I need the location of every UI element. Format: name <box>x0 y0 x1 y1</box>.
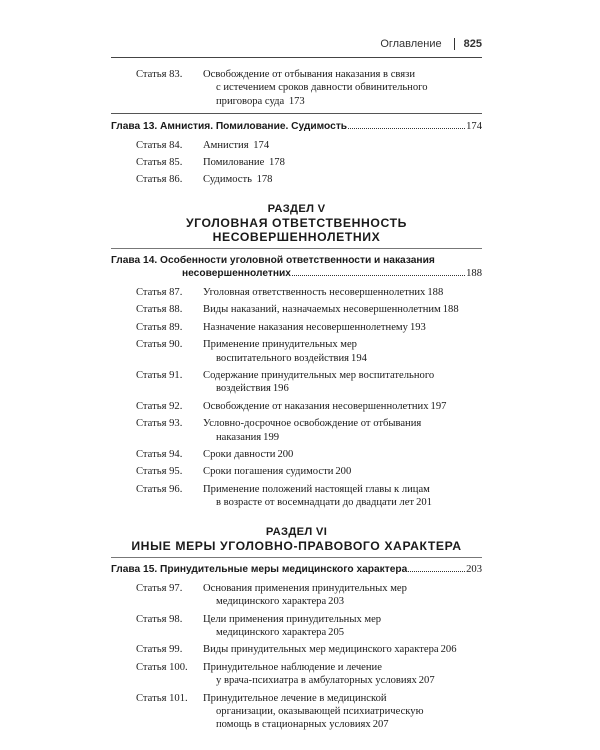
article-number: Статья 99. <box>136 644 183 656</box>
toc-entry[interactable] <box>111 400 482 413</box>
divider <box>111 557 482 558</box>
section-5-heading <box>111 203 482 244</box>
entry-line: Применение положений настоящей главы к лицам <box>203 483 430 495</box>
chapter-page: 174 <box>466 121 482 133</box>
entry-body <box>203 465 482 478</box>
article-number: Статья 93. <box>136 418 183 430</box>
entry-page: 201 <box>416 497 432 509</box>
entry-last-line <box>203 173 482 186</box>
header-title: Оглавление <box>380 38 442 50</box>
divider <box>111 113 482 114</box>
entry-last-line <box>203 465 482 478</box>
entry-page: 194 <box>351 352 367 364</box>
article-number: Статья 89. <box>136 321 183 333</box>
entry-body <box>203 369 482 396</box>
entry-page: 199 <box>263 431 280 443</box>
entry-line: Принудительное наблюдение и лечение <box>203 661 382 673</box>
chapter-page: 203 <box>466 564 482 576</box>
entry-text: медицинского характера <box>216 627 327 638</box>
entry-body <box>203 582 482 609</box>
entry-page: 197 <box>430 400 447 412</box>
entry-page: 178 <box>256 174 273 186</box>
section-5-entries <box>111 286 482 510</box>
toc-entry[interactable] <box>111 338 482 365</box>
toc-entry[interactable] <box>111 643 482 656</box>
entry-page: 207 <box>418 675 435 687</box>
article-number: Статья 88. <box>136 304 183 316</box>
entry-line: с истечением сроков давности обвинительного <box>216 82 428 94</box>
entry-text: наказания <box>216 431 262 443</box>
chapter-13-heading[interactable] <box>111 120 482 133</box>
dot-leader <box>292 275 465 276</box>
entry-page: 193 <box>409 321 426 333</box>
entry-body <box>203 338 482 365</box>
entry-text: Сроки давности <box>203 448 276 460</box>
article-number: Статья 101. <box>136 692 188 704</box>
entry-last-line <box>203 643 482 656</box>
entry-text: у врача-психиатра в амбулаторных условиях <box>216 675 417 687</box>
entry-body <box>203 643 482 656</box>
entry-last-line <box>203 352 482 365</box>
article-number: Статья 95. <box>136 466 183 478</box>
entry-page: 196 <box>272 383 289 395</box>
dot-leader <box>348 128 465 129</box>
entry-line: Содержание принудительных мер воспитательного <box>203 369 435 381</box>
toc-entry[interactable] <box>111 156 482 169</box>
entry-text: Сроки погашения судимости <box>203 466 334 478</box>
section-6-entries <box>111 582 482 732</box>
entry-body <box>203 286 482 299</box>
entry-line: Основания применения принудительных мер <box>203 582 407 594</box>
entry-last-line <box>203 139 482 152</box>
chapter-14-heading[interactable] <box>111 254 482 281</box>
chapter-last-line <box>111 267 482 280</box>
article-number: Статья 100. <box>136 661 188 673</box>
entry-text: помощь в стационарных условиях <box>216 719 371 731</box>
entry-page: 178 <box>268 157 285 169</box>
entry-body <box>203 400 482 413</box>
entry-page: 200 <box>277 448 294 460</box>
entry-body <box>203 692 482 732</box>
entry-body <box>203 661 482 688</box>
chapter-title: Глава 13. Амнистия. Помилование. Судимость <box>111 121 348 133</box>
chapter-15-heading[interactable] <box>111 563 482 576</box>
article-number: Статья 85. <box>136 157 183 169</box>
entry-page: 188 <box>427 286 444 298</box>
entry-last-line <box>203 95 482 108</box>
entry-last-line <box>203 448 482 461</box>
toc-entry[interactable] <box>111 483 482 510</box>
entry-page: 174 <box>253 139 270 151</box>
entry-last-line <box>203 321 482 334</box>
entry-last-line <box>203 626 482 639</box>
toc-entry[interactable] <box>111 417 482 444</box>
entry-last-line <box>203 595 482 608</box>
section-title: УГОЛОВНАЯ ОТВЕТСТВЕННОСТЬ НЕСОВЕРШЕННОЛЕТНИХ <box>185 216 408 244</box>
divider <box>111 248 482 249</box>
entry-text: медицинского характера <box>216 596 327 608</box>
toc-entry[interactable] <box>111 286 482 299</box>
entry-text: Помилование <box>203 157 265 169</box>
article-number: Статья 92. <box>136 400 183 412</box>
entry-page: 173 <box>288 95 305 107</box>
entry-page: 200 <box>335 466 352 478</box>
toc-entry[interactable] <box>111 321 482 334</box>
entry-text: Виды принудительных мер медицинского характера <box>203 644 439 656</box>
entry-text: Освобождение от наказания несовершеннолетних <box>203 400 429 412</box>
entry-line: Цели применения принудительных мер <box>203 613 382 625</box>
entry-page: 203 <box>328 596 345 608</box>
article-number: Статья 90. <box>136 339 183 351</box>
entry-last-line <box>203 156 482 169</box>
entry-text: приговора суда <box>216 95 285 107</box>
chapter-page: 188 <box>466 268 482 280</box>
chapter-title: Глава 14. Особенности уголовной ответственности и наказания <box>111 255 435 267</box>
article-number: Статья 97. <box>136 582 183 594</box>
entry-text: Уголовная ответственность несовершеннолетних <box>203 286 426 298</box>
article-number: Статья 86. <box>136 174 183 186</box>
entry-last-line <box>203 496 482 509</box>
toc-entry[interactable] <box>111 139 482 152</box>
entry-text: Назначение наказания несовершеннолетнему <box>203 321 408 333</box>
toc-entry[interactable] <box>111 173 482 186</box>
toc-entry[interactable] <box>111 582 482 609</box>
section-number: РАЗДЕЛ VI <box>265 525 328 538</box>
entry-body <box>203 303 482 316</box>
table-of-contents <box>111 68 482 736</box>
section-number: РАЗДЕЛ V <box>267 202 326 215</box>
article-number: Статья 96. <box>136 483 183 495</box>
running-header <box>380 38 482 50</box>
section-title: ИНЫЕ МЕРЫ УГОЛОВНО-ПРАВОВОГО ХАРАКТЕРА <box>131 538 462 553</box>
entry-text: воздействия <box>216 383 271 395</box>
article-number: Статья 84. <box>136 139 183 151</box>
article-number: Статья 83. <box>136 69 183 80</box>
entry-line: Условно-досрочное освобождение от отбывания <box>203 418 422 430</box>
dot-leader <box>408 571 465 572</box>
header-separator <box>454 38 455 50</box>
entry-last-line <box>203 431 482 444</box>
toc-entry[interactable] <box>111 465 482 478</box>
header-rule <box>111 57 482 58</box>
entry-body <box>203 613 482 640</box>
page-number: 825 <box>463 38 482 50</box>
entry-text: в возрасте от восемнадцати до двадцати лет <box>216 497 415 509</box>
entry-text: Амнистия <box>203 139 249 151</box>
entry-text: Виды наказаний, назначаемых несовершеннолетним <box>203 304 441 316</box>
entry-text: воспитательного воздействия <box>216 352 350 364</box>
entry-page: 207 <box>372 719 389 731</box>
entry-page: 206 <box>440 644 457 656</box>
article-number: Статья 87. <box>136 286 183 298</box>
toc-entry[interactable] <box>111 692 482 732</box>
entry-last-line <box>203 718 482 731</box>
entry-page: 205 <box>328 627 345 638</box>
entry-body <box>203 321 482 334</box>
toc-entry[interactable] <box>111 303 482 316</box>
toc-entry[interactable] <box>111 369 482 396</box>
article-number: Статья 98. <box>136 613 183 625</box>
entry-body <box>203 417 482 444</box>
section-6-heading <box>111 526 482 554</box>
entry-last-line <box>203 303 482 316</box>
entry-text: Судимость <box>203 174 252 186</box>
entry-body <box>203 448 482 461</box>
entry-line: Применение принудительных мер <box>203 339 357 351</box>
toc-entry[interactable] <box>111 613 482 640</box>
entry-line: организации, оказывающей психиатрическую <box>216 706 424 718</box>
toc-entry[interactable] <box>111 448 482 461</box>
entry-page: 188 <box>442 304 459 316</box>
entry-body <box>203 483 482 510</box>
toc-entry[interactable] <box>111 661 482 688</box>
entry-last-line <box>203 286 482 299</box>
article-number: Статья 94. <box>136 448 183 460</box>
entry-line: Принудительное лечение в медицинской <box>203 692 387 704</box>
toc-entry[interactable] <box>111 68 482 108</box>
entry-line: Освобождение от отбывания наказания в связи <box>203 69 416 80</box>
entry-last-line <box>203 674 482 687</box>
article-number: Статья 91. <box>136 369 183 381</box>
entry-last-line <box>203 400 482 413</box>
entry-last-line <box>203 382 482 395</box>
chapter-title-cont: несовершеннолетних <box>182 268 291 280</box>
chapter-title: Глава 15. Принудительные меры медицинского характера <box>111 564 408 576</box>
